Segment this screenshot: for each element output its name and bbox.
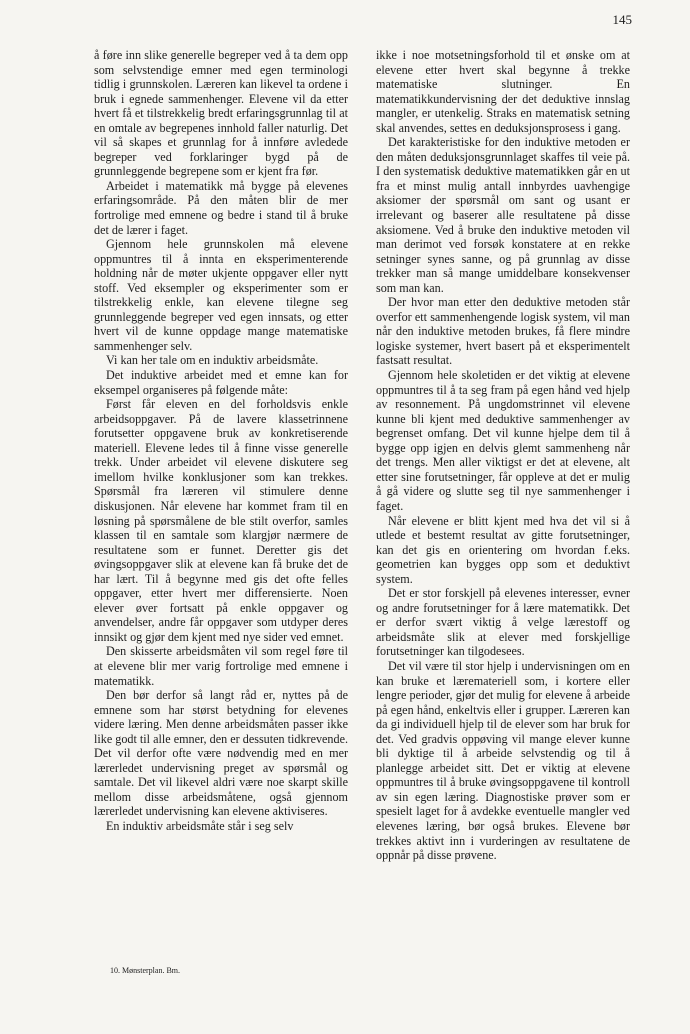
paragraph: Det vil være til stor hjelp i undervisningen om en kan bruke et læremateriell som, i kortere eller lengre perioder, gjør det mulig for elevene å arbeide på egen hånd, enkeltvis eller i grupper. Læreren kan da gi individuell hjelp til de elever som har bruk for det. Ved gradvis oppøving vil mange elever kunne bli dyktige til å arbeide selvstendig og til å planlegge arbeidet sitt. Det er viktig at elevene oppmuntres til å bruke øvingsoppgavene til kontroll av sin egen læring. Diagnostiske prøver som er spesielt laget for å avdekke eventuelle mangler ved elevenes læring, bør også brukes. Elevene bør trekkes aktivt inn i vurderingen av resultatene de oppnår på disse prøvene.: [376, 658, 630, 863]
left-text-column: [94, 48, 348, 834]
paragraph: Der hvor man etter den deduktive metoden står overfor ett sammenhengende logisk system, vil man når den induktive metoden brukes, få flere mindre logiske systemer, hvert basert på et eksperimentelt fastsatt resultat.: [376, 295, 630, 368]
paragraph: Vi kan her tale om en induktiv arbeidsmåte.: [106, 353, 319, 368]
paragraph: Gjennom hele skoletiden er det viktig at elevene oppmuntres til å ta seg fram på egen hånd ved hjelp av resonnement. På ungdomstrinnet vil elevene kunne bli kjent med deduktive sammenhenger av begrenset omfang. Det vil kunne hjelpe dem til å bygge opp igjen en delvis glemt sammenheng når det trengs. Men aller viktigst er det at elevene, alt etter sine forutsetninger, får oppleve at det er mulig å gå videre og slutte seg til nye sammenhenger i faget.: [376, 368, 630, 513]
footnote: 10. Mønsterplan. Bm.: [110, 966, 180, 975]
paragraph: Først får eleven en del forholdsvis enkle arbeidsoppgaver. På de lavere klassetrinnene forutsetter oppgavene bruk av konkretiserende materiell. Elevene ledes til å finne visse generelle trekk. Under arbeidet vil elevene diskutere seg imellom hvilke konklusjoner som kan trekkes. Spørsmål fra læreren vil stimulere denne diskusjonen. Når elevene har kommet fram til en løsning på spørsmålene de ble stilt overfor, samles klassen til en samtale som klargjør nærmere de resultatene som er funnet. Deretter gis det øvingsoppgaver slik at elevene kan få bruke det de har lært. Til å begynne med gis det ofte felles oppgaver, etter hvert mer differensierte. Noen elever øver fortsatt på enkle oppgaver og anvendelser, andre får oppgaver som utdyper deres innsikt og gjør dem kjent med nye sider ved emnet.: [94, 397, 348, 644]
paragraph: Den bør derfor så langt råd er, nyttes på de emnene som har størst betydning for elevenes videre læring. Men denne arbeidsmåten passer ikke like godt til alle emner, den er dessuten tidkrevende. Det vil derfor ofte være nødvendig med en mer lærerledet undervisning preget av spørsmål og samtale. Det vil likevel aldri være noe skarpt skille mellom disse arbeidsmåtene, også gjennom lærerledet undervisning kan elevene aktiviseres.: [94, 688, 348, 819]
paragraph: ikke i noe motsetningsforhold til et ønske om at elevene etter hvert skal begynne å trekke matematiske slutninger. En matematikkundervisning der det deduktive innslag mangler, er utenkelig. Straks en matematisk setning skal anvendes, settes en deduksjonsprosess i gang.: [376, 48, 630, 135]
paragraph: Det er stor forskjell på elevenes interesser, evner og andre forutsetninger for å lære matematikk. Det er derfor svært viktig å velge lærestoff og arbeidsmåte slik at elever med forskjellige forutsetninger kan tilgodesees.: [376, 586, 630, 659]
paragraph: Det induktive arbeidet med et emne kan for eksempel organiseres på følgende måte:: [94, 368, 348, 397]
paragraph: Det karakteristiske for den induktive metoden er den måten deduksjonsgrunnlaget skaffes til veie på. I den systematisk deduktive matematikken går en ut fra et minst mulig antall innbyrdes uavhengige aksiomer der spørsmål om sant og usant er irrelevant og baserer alle resultatene på disse aksiomene. Ved å bruke den induktive metoden vil man derimot ved forsøk konstatere at en rekke setninger synes sanne, og på grunnlag av disse trekker man så mange umiddelbare konsekvenser som man kan.: [376, 135, 630, 295]
paragraph: Den skisserte arbeidsmåten vil som regel føre til at elevene blir mer varig fortrolige med emnene i matematikk.: [94, 644, 348, 688]
page-number: 145: [612, 12, 632, 27]
paragraph: å føre inn slike generelle begreper ved å ta dem opp som selvstendige emner med egen terminologi tidlig i grunnskolen. Læreren kan likevel ta ordene i bruk i egnede sammenhenger. Elevene vil da etter hvert få et tilstrekkelig bredt erfaringsgrunnlag til at en omtale av begrepenes innhold faller naturlig. Det vil så skapes et grunnlag for å innføre avledede begreper ved forklaringer bygd på de grunnleggende begrepene som er kjent fra før.: [94, 48, 348, 179]
paragraph: En induktiv arbeidsmåte står i seg selv: [106, 818, 294, 833]
right-text-column: [376, 48, 630, 863]
paragraph: Når elevene er blitt kjent med hva det vil si å utlede et bestemt resultat av gitte forutsetninger, kan det gis en orientering om hvordan f.eks. geometrien kan bygges opp som et deduktivt system.: [376, 513, 630, 586]
paragraph: Arbeidet i matematikk må bygge på elevenes erfaringsområde. På den måten blir de mer fortrolige med emnene og bedre i stand til å bruke det de lærer i faget.: [94, 178, 348, 237]
paragraph: Gjennom hele grunnskolen må elevene oppmuntres til å innta en eksperimenterende holdning når de møter ukjente oppgaver eller nytt stoff. Ved eksempler og eksperimenter som er tilstrekkelig enkle, kan elevene tilegne seg grunnleggende begreper ved egen innsats, og etter hvert vil de kunne oppdage mange matematiske sammenhenger selv.: [94, 237, 348, 353]
